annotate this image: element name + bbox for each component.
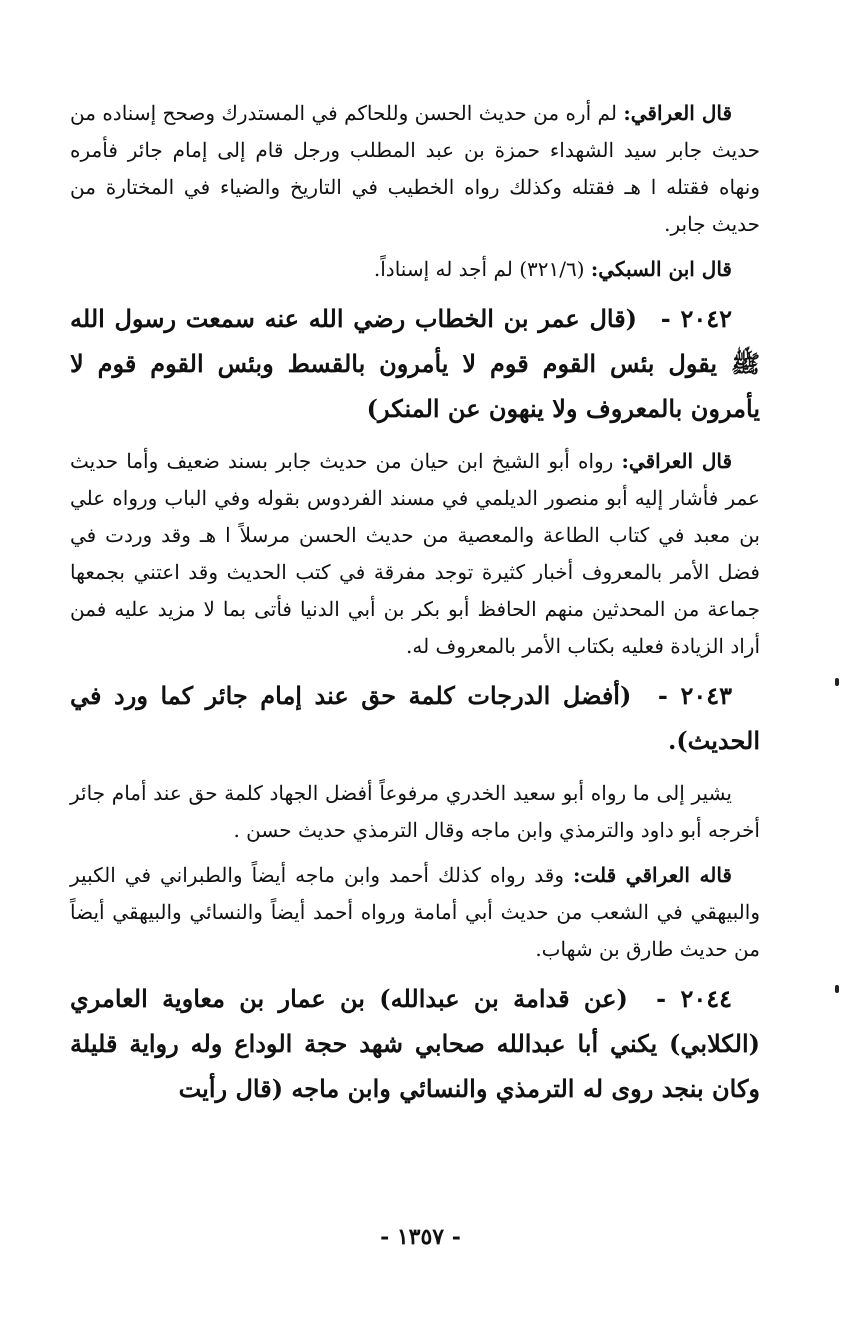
hadith-text: (أفضل الدرجات كلمة حق عند إمام جائر كما ورد في الحديث). [70, 681, 760, 755]
commentary-text: لم أره من حديث الحسن وللحاكم في المستدرك وصحح إسناده من حديث جابر سيد الشهداء حمزة بن عبد المطلب ورجل قام إلى إمام جائر فأمره ونهاه فقتله ا هـ فقتله وكذلك رواه الخطيب في التاريخ والضياء في المختارة من حديث جابر. [70, 101, 760, 236]
margin-mark [835, 678, 839, 686]
hadith-number: ٢٠٤٣ - [657, 681, 732, 710]
hadith-paragraph [70, 976, 760, 1111]
commentary-text: (٣٢١/٦) لم أجد له إسناداً. [373, 257, 585, 281]
commentary-lead: قال ابن السبكي: [590, 257, 732, 281]
page-body [70, 95, 760, 1123]
commentary-lead: قاله العراقي قلت: [573, 863, 732, 887]
hadith-text: (عن قدامة بن عبدالله) بن عمار بن معاوية العامري (الكلابي) يكني أبا عبدالله صحابي شهد حجة الوداع وله رواية قليلة وكان بنجد روى له الترمذي والنسائي وابن ماجه (قال رأيت [70, 984, 760, 1103]
commentary-paragraph [70, 251, 760, 288]
hadith-paragraph [70, 296, 760, 431]
commentary-text: يشير إلى ما رواه أبو سعيد الخدري مرفوعاً أفضل الجهاد كلمة حق عند أمام جائر أخرجه أبو داود والترمذي وابن ماجه وقال الترمذي حديث حسن . [70, 781, 760, 842]
commentary-text: وقد رواه كذلك أحمد وابن ماجه أيضاً والطبراني في الكبير والبيهقي في الشعب من حديث أبي أمامة ورواه أحمد أيضاً والنسائي والبيهقي أيضاً من حديث طارق بن شهاب. [70, 863, 760, 961]
hadith-paragraph [70, 673, 760, 763]
commentary-text: رواه أبو الشيخ ابن حيان من حديث جابر بسند ضعيف وأما حديث عمر فأشار إليه أبو منصور الديلمي في مسند الفردوس بقوله وفي الباب ورواه علي بن معبد في كتاب الطاعة والمعصية من حديث الحسن مرسلاً ا هـ وقد وردت في فضل الأمر بالمعروف أخبار كثيرة توجد مفرقة في كتب الحديث وقد اعتني بجمعها جماعة من المحدثين منهم الحافظ أبو بكر بن أبي الدنيا فأتى بما لا مزيد عليه فمن أراد الزيادة فعليه بكتاب الأمر بالمعروف له. [70, 449, 760, 658]
commentary-lead: قال العراقي: [623, 101, 733, 125]
commentary-paragraph [70, 95, 760, 243]
commentary-paragraph [70, 857, 760, 968]
commentary-paragraph [70, 443, 760, 665]
page-number: - ١٣٥٧ - [380, 1224, 461, 1250]
commentary-lead: قال العراقي: [621, 449, 733, 473]
hadith-text: (قال عمر بن الخطاب رضي الله عنه سمعت رسول الله ﷺ يقول بئس القوم قوم لا يأمرون بالقسط وبئس القوم قوم لا يأمرون بالمعروف ولا ينهون عن المنكر) [70, 304, 760, 423]
hadith-number: ٢٠٤٤ - [656, 984, 732, 1013]
commentary-paragraph [70, 775, 760, 849]
hadith-number: ٢٠٤٢ - [660, 304, 732, 333]
margin-mark [835, 985, 839, 993]
